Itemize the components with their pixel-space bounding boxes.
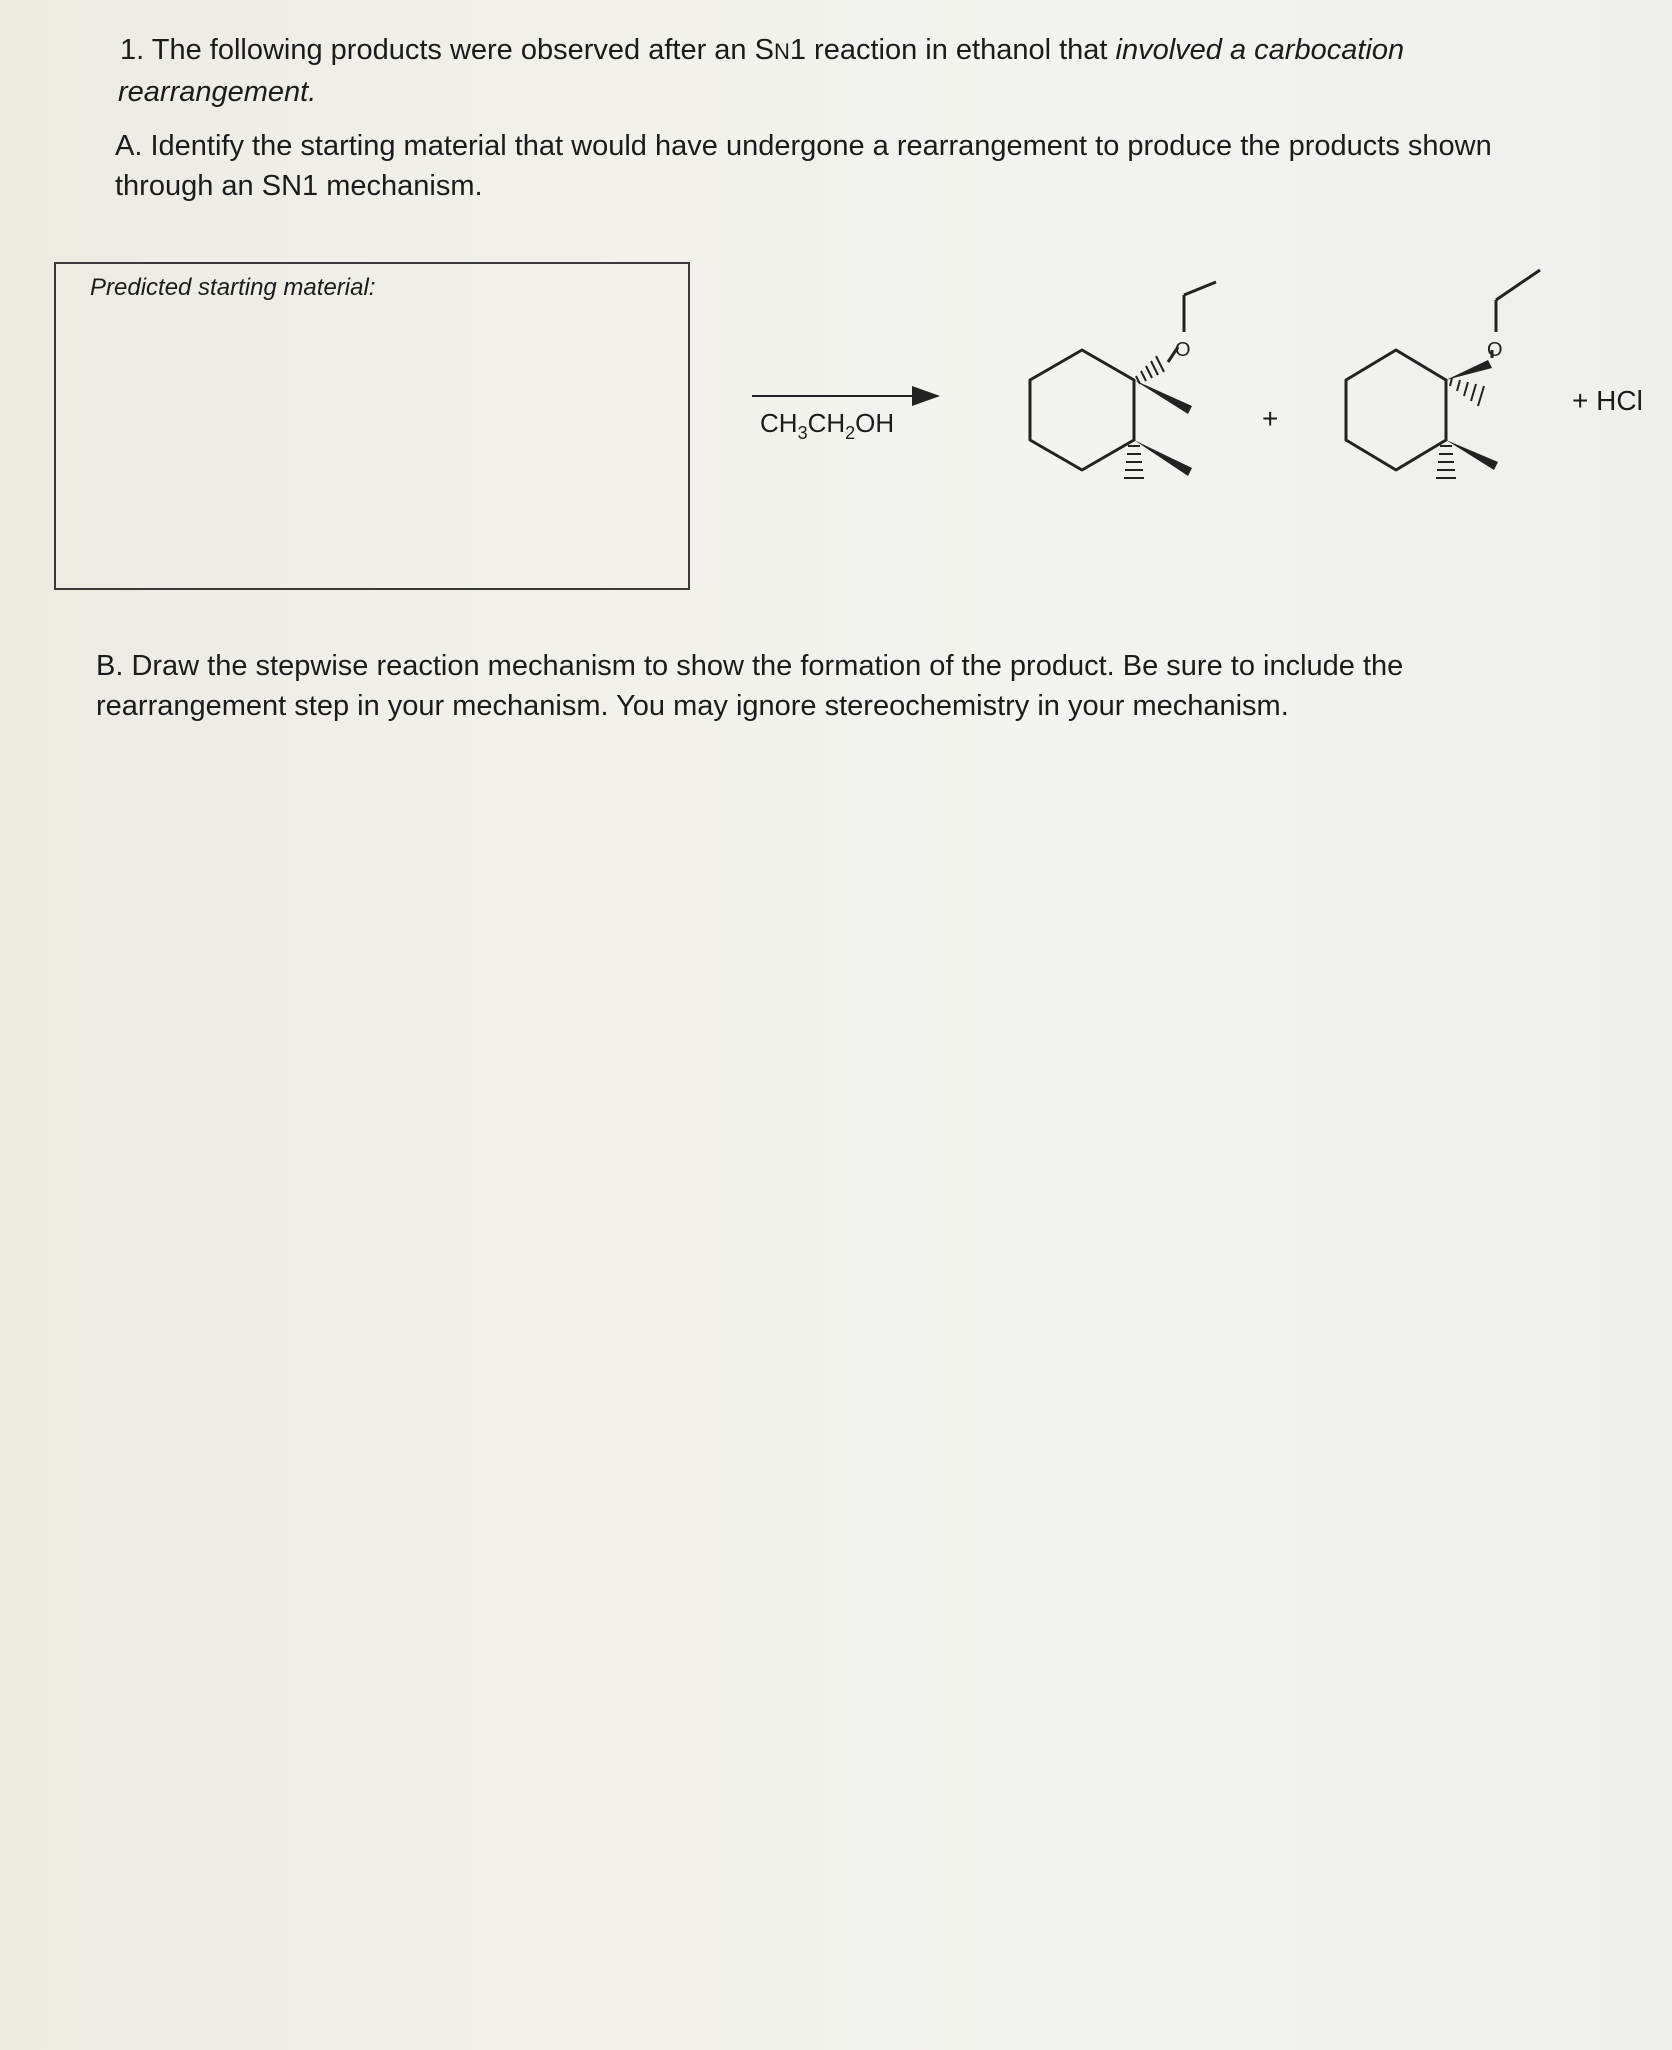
part-b-line-1: B. Draw the stepwise reaction mechanism to show the formation of the product. Be sure to include the [96,650,1404,682]
hcl-byproduct: + HCl [1572,385,1643,416]
part-a-line-1: A. Identify the starting material that would have undergone a rearrangement to produce the products shown [115,130,1492,162]
product-2-structure [1346,270,1540,478]
reagent-label: $CH_3CH_2OH$ [760,408,895,443]
question-intro-text-2: 1 reaction in ethanol that [789,34,1116,66]
product-1-structure [1030,282,1216,478]
part-b-line-2: rearrangement step in your mechanism. You may ignore stereochemistry in your mechanism. [96,690,1289,722]
question-intro-italic: involved a carbocation [1115,34,1405,66]
question-number: 1. [120,34,145,66]
predicted-starting-material-label: Predicted starting material: [90,274,376,301]
sn-subscript: N [773,39,790,64]
product-2-oxygen-label: O [1487,339,1503,361]
plus-sign: + [1262,403,1279,434]
question-intro-italic-2: rearrangement. [118,76,317,108]
product-1-oxygen-label: O [1175,339,1191,361]
question-intro-text: The following products were observed after an S [151,34,774,66]
part-a-line-2: through an SN1 mechanism. [115,170,483,202]
